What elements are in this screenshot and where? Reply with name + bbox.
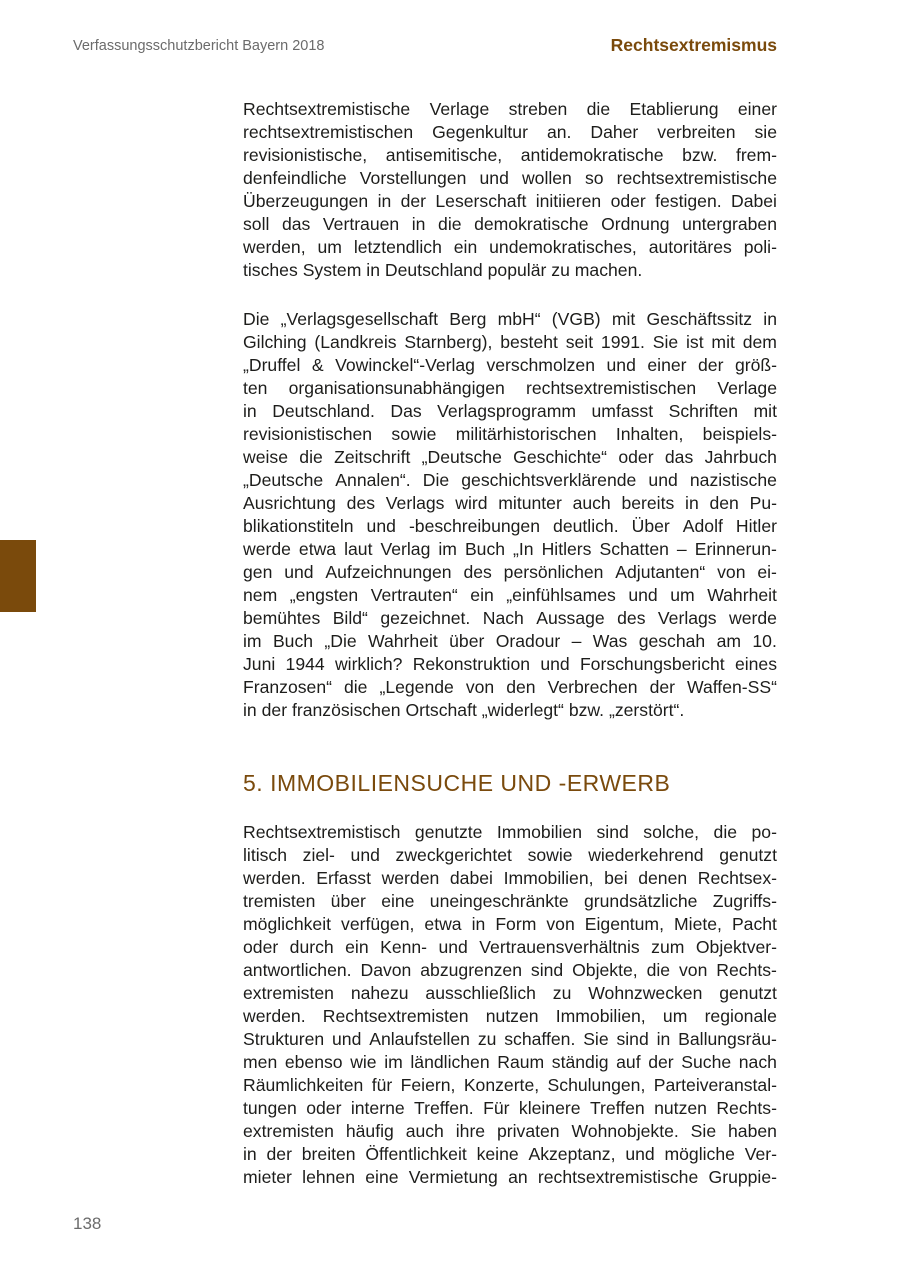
text-line: litisch ziel- und zweckgerichtet sowie wiederkehrend genutzt: [243, 845, 777, 865]
running-header-title: Verfassungsschutzbericht Bayern 2018: [73, 38, 325, 54]
text-line: weise die Zeitschrift „Deutsche Geschichte“ oder das Jahrbuch: [243, 447, 777, 467]
text-line: blikationstiteln und -beschreibungen deutlich. Über Adolf Hitler: [243, 516, 777, 536]
text-line: denfeindliche Vorstellungen und wollen so rechtsextremistische: [243, 168, 777, 188]
paragraph-vgb: [243, 308, 777, 722]
text-line: extremisten häufig auch ihre privaten Wohnobjekte. Sie haben: [243, 1121, 777, 1141]
running-header-section: Rechtsextremismus: [610, 35, 777, 55]
text-line: Franzosen“ die „Legende von den Verbrechen der Waffen-SS“: [243, 677, 777, 697]
paragraph-immobilien: [243, 821, 777, 1189]
page-number: 138: [73, 1214, 102, 1233]
text-line: mieter lehnen eine Vermietung an rechtsextremistische Gruppie-: [243, 1167, 777, 1187]
text-line: werde etwa laut Verlag im Buch „In Hitlers Schatten – Erinnerun-: [243, 539, 777, 559]
text-line: men ebenso wie im ländlichen Raum ständig auf der Suche nach: [243, 1052, 777, 1072]
text-line: tremisten über eine uneingeschränkte grundsätzliche Zugriffs-: [243, 891, 777, 911]
text-line: werden. Erfasst werden dabei Immobilien, bei denen Rechtsex-: [243, 868, 777, 888]
text-line: „Druffel & Vowinckel“-Verlag verschmolzen und einer der größ-: [243, 355, 777, 375]
text-line: revisionistische, antisemitische, antidemokratische bzw. frem-: [243, 145, 777, 165]
text-line: Rechtsextremistisch genutzte Immobilien sind solche, die po-: [243, 822, 777, 842]
text-line: in Deutschland. Das Verlagsprogramm umfasst Schriften mit: [243, 401, 777, 421]
text-line: Ausrichtung des Verlags wird mitunter auch bereits in den Pu-: [243, 493, 777, 513]
text-line: werden, um letztendlich ein undemokratisches, autoritäres poli-: [243, 237, 777, 257]
text-line: ten organisationsunabhängigen rechtsextremistischen Verlage: [243, 378, 777, 398]
text-line: in der französischen Ortschaft „widerlegt“ bzw. „zerstört“.: [243, 700, 685, 720]
text-line: tisches System in Deutschland populär zu machen.: [243, 260, 643, 280]
text-line: Rechtsextremistische Verlage streben die Etablierung einer: [243, 99, 777, 119]
text-line: bemühtes Bild“ gezeichnet. Nach Aussage des Verlags werde: [243, 608, 777, 628]
text-line: Die „Verlagsgesellschaft Berg mbH“ (VGB) mit Geschäftssitz in: [243, 309, 777, 329]
paragraph-verlage-intro: [243, 98, 777, 282]
text-line: Juni 1944 wirklich? Rekonstruktion und Forschungsbericht eines: [243, 654, 777, 674]
text-line: soll das Vertrauen in die demokratische Ordnung untergraben: [243, 214, 777, 234]
text-line: in der breiten Öffentlichkeit keine Akzeptanz, und mögliche Ver-: [243, 1144, 777, 1164]
text-line: werden. Rechtsextremisten nutzen Immobilien, um regionale: [243, 1006, 777, 1026]
text-line: tungen oder interne Treffen. Für kleinere Treffen nutzen Rechts-: [243, 1098, 777, 1118]
text-line: rechtsextremistischen Gegenkultur an. Daher verbreiten sie: [243, 122, 777, 142]
text-line: im Buch „Die Wahrheit über Oradour – Was geschah am 10.: [243, 631, 777, 651]
text-line: gen und Aufzeichnungen des persönlichen Adjutanten“ von ei-: [243, 562, 777, 582]
text-line: Überzeugungen in der Leserschaft initiieren oder festigen. Dabei: [243, 191, 777, 211]
text-line: nem „engsten Vertrauten“ ein „einfühlsames und um Wahrheit: [243, 585, 777, 605]
text-line: extremisten nahezu ausschließlich zu Wohnzwecken genutzt: [243, 983, 777, 1003]
text-line: Strukturen und Anlaufstellen zu schaffen. Sie sind in Ballungsräu-: [243, 1029, 777, 1049]
text-line: revisionistischen sowie militärhistorischen Inhalten, beispiels-: [243, 424, 777, 444]
section-heading: 5. IMMOBILIENSUCHE UND -ERWERB: [243, 770, 671, 796]
text-line: oder durch ein Kenn- und Vertrauensverhältnis zum Objektver-: [243, 937, 777, 957]
text-line: möglichkeit verfügen, etwa in Form von Eigentum, Miete, Pacht: [243, 914, 777, 934]
chapter-tab-marker: [0, 540, 36, 612]
text-line: „Deutsche Annalen“. Die geschichtsverklärende und nazistische: [243, 470, 777, 490]
text-line: Gilching (Landkreis Starnberg), besteht seit 1991. Sie ist mit dem: [243, 332, 777, 352]
text-line: Räumlichkeiten für Feiern, Konzerte, Schulungen, Parteiveranstal-: [243, 1075, 777, 1095]
text-line: antwortlichen. Davon abzugrenzen sind Objekte, die von Rechts-: [243, 960, 777, 980]
